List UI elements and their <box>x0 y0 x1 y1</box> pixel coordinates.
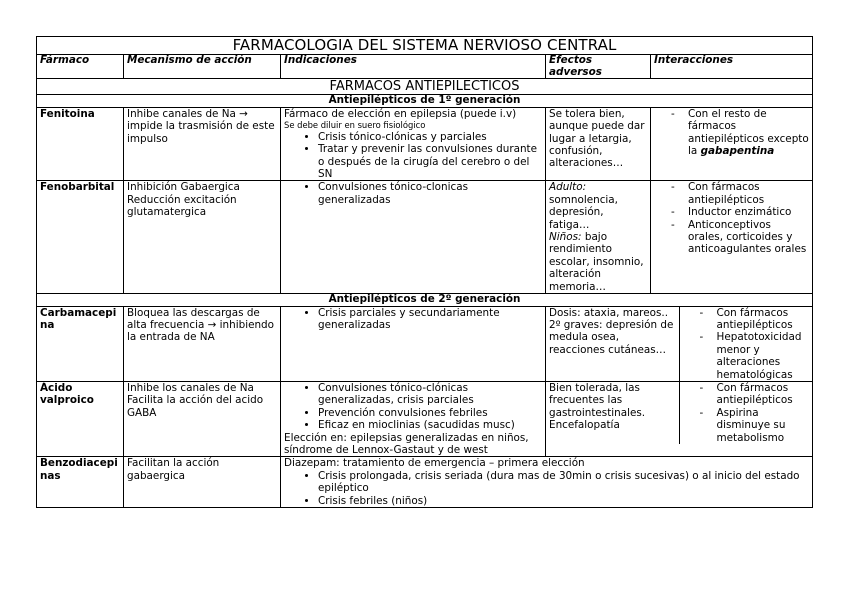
effects-interactions-cell <box>546 306 813 381</box>
adult-effects: somnolencia, depresión, fatiga… <box>549 193 618 231</box>
indication-note: Se debe diluir en suero fisiológico <box>284 120 426 131</box>
mechanism-cell <box>124 382 281 457</box>
interactions-cell <box>680 307 813 381</box>
table-row <box>37 457 813 508</box>
adverse-effects-cell: Se tolera bien, aunque puede dar lugar a letargia, confusión, alteraciones… <box>546 107 651 181</box>
interactions-cell <box>680 382 813 444</box>
adverse-effects-cell <box>546 181 651 294</box>
mechanism-line: Reducción excitación glutamatergica <box>127 193 237 219</box>
header-interacciones: Interacciones <box>651 55 813 79</box>
header-indicaciones: Indicaciones <box>281 55 546 79</box>
header-row <box>37 55 813 79</box>
list-item: - Con fármacos antiepilépticos <box>683 382 810 407</box>
interaction-list <box>654 108 809 158</box>
document-title: FARMACOLOGIA DEL SISTEMA NERVIOSO CENTRAL <box>37 37 813 55</box>
list-item: • Crisis prolongada, crisis seriada (dura mas de 30min o crisis sucesivas) o al inicio del estado epiléptico <box>318 470 809 495</box>
mechanism-cell: Facilitan la acción gabaergica <box>124 457 281 508</box>
list-item <box>654 108 809 158</box>
table-row <box>37 382 813 457</box>
list-item: • Crisis febriles (niños) <box>318 495 809 507</box>
mechanism-line: Inhibe los canales de Na <box>127 382 254 394</box>
gen1-row <box>37 95 813 108</box>
drug-name: Benzodiacepinas <box>37 457 124 508</box>
indication-list <box>284 131 542 181</box>
indication-list <box>284 382 542 432</box>
effects-interactions-cell <box>546 382 813 457</box>
children-label: Niños: <box>549 230 582 243</box>
table-row <box>37 306 813 381</box>
drug-name: Fenobarbital <box>37 181 124 294</box>
interactions-cell <box>651 107 813 181</box>
indications-cell <box>281 107 546 181</box>
effects-line: Dosis: ataxia, mareos.. <box>549 306 668 319</box>
mechanism-line: Inhibición Gabaergica <box>127 181 240 194</box>
generation-2-title: Antiepilépticos de 2º generación <box>37 293 813 306</box>
interaction-list <box>654 181 809 255</box>
header-mecanismo: Mecanismo de acción <box>124 55 281 79</box>
interactions-cell <box>651 181 813 294</box>
list-item: • Convulsiones tónico-clónicas generalizadas, crisis parciales <box>318 382 542 407</box>
drug-name: Carbamacepina <box>37 306 124 381</box>
list-item: • Eficaz en mioclinias (sacudidas musc) <box>318 419 542 431</box>
list-item: - Inductor enzimático <box>654 206 809 218</box>
generation-1-title: Antiepilépticos de 1º generación <box>37 95 813 108</box>
list-item: • Prevención convulsiones febriles <box>318 407 542 419</box>
section-title: FARMACOS ANTIEPILECTICOS <box>37 79 813 95</box>
indication-outro: Elección en: epilepsias generalizadas en niños, síndrome de Lennox-Gastaut y de west <box>284 431 529 457</box>
indication-list <box>284 181 542 206</box>
mechanism-cell: Inhibe canales de Na → impide la trasmisión de este impulso <box>124 107 281 181</box>
mechanism-cell <box>124 181 281 294</box>
indications-cell <box>281 181 546 294</box>
indication-intro: Diazepam: tratamiento de emergencia – primera elección <box>284 457 585 470</box>
pharmacology-table <box>36 36 813 508</box>
indication-intro: Fármaco de elección en epilepsia (puede i.v) <box>284 107 517 120</box>
header-efectos: Efectos adversos <box>546 55 651 79</box>
children-effects: bajo rendimiento escolar, insomnio, alteración memoria… <box>549 230 644 293</box>
header-farmaco: Fármaco <box>37 55 124 79</box>
interaction-bold: gabapentina <box>700 145 775 157</box>
adult-label: Adulto: <box>549 181 587 194</box>
indication-list <box>284 470 809 507</box>
list-item: - Hepatotoxicidad menor y alteraciones hematológicas <box>683 331 810 381</box>
interaction-list <box>683 382 810 444</box>
drug-name: Ácido valproico <box>37 382 124 457</box>
list-item: - Anticonceptivos orales, corticoides y anticoagulantes orales <box>654 219 809 256</box>
adverse-effects-cell: Bien tolerada, las frecuentes las gastrointestinales. Encefalopatía <box>546 382 680 444</box>
list-item: • Tratar y prevenir las convulsiones durante o después de la cirugía del cerebro o del SN <box>318 143 542 180</box>
title-row <box>37 37 813 55</box>
indications-cell <box>281 382 546 457</box>
effects-line: 2º graves: depresión de medula osea, reacciones cutáneas… <box>549 318 674 356</box>
interaction-list <box>683 307 810 381</box>
indication-list <box>284 307 542 332</box>
list-item: - Aspirina disminuye su metabolismo <box>683 407 810 444</box>
list-item: • Crisis tónico-clónicas y parciales <box>318 131 542 143</box>
table-row <box>37 181 813 294</box>
indications-cell <box>281 306 546 381</box>
list-item: - Con fármacos antiepilépticos <box>654 181 809 206</box>
list-item: • Crisis parciales y secundariamente generalizadas <box>318 307 542 332</box>
section-row <box>37 79 813 95</box>
mechanism-line: Facilita la acción del acido GABA <box>127 394 264 419</box>
drug-name: Fenitoina <box>37 107 124 181</box>
mechanism-cell: Bloquea las descargas de alta frecuencia → inhibiendo la entrada de NA <box>124 306 281 381</box>
indications-cell <box>281 457 813 508</box>
document-page <box>36 36 812 508</box>
list-item: • Convulsiones tónico-clonicas generalizadas <box>318 181 542 206</box>
gen2-row <box>37 293 813 306</box>
table-row <box>37 107 813 181</box>
interaction-text: Con el resto de fármacos antiepilépticos excepto la <box>688 107 809 157</box>
list-item: - Con fármacos antiepilépticos <box>683 307 810 332</box>
adverse-effects-cell <box>546 307 680 381</box>
